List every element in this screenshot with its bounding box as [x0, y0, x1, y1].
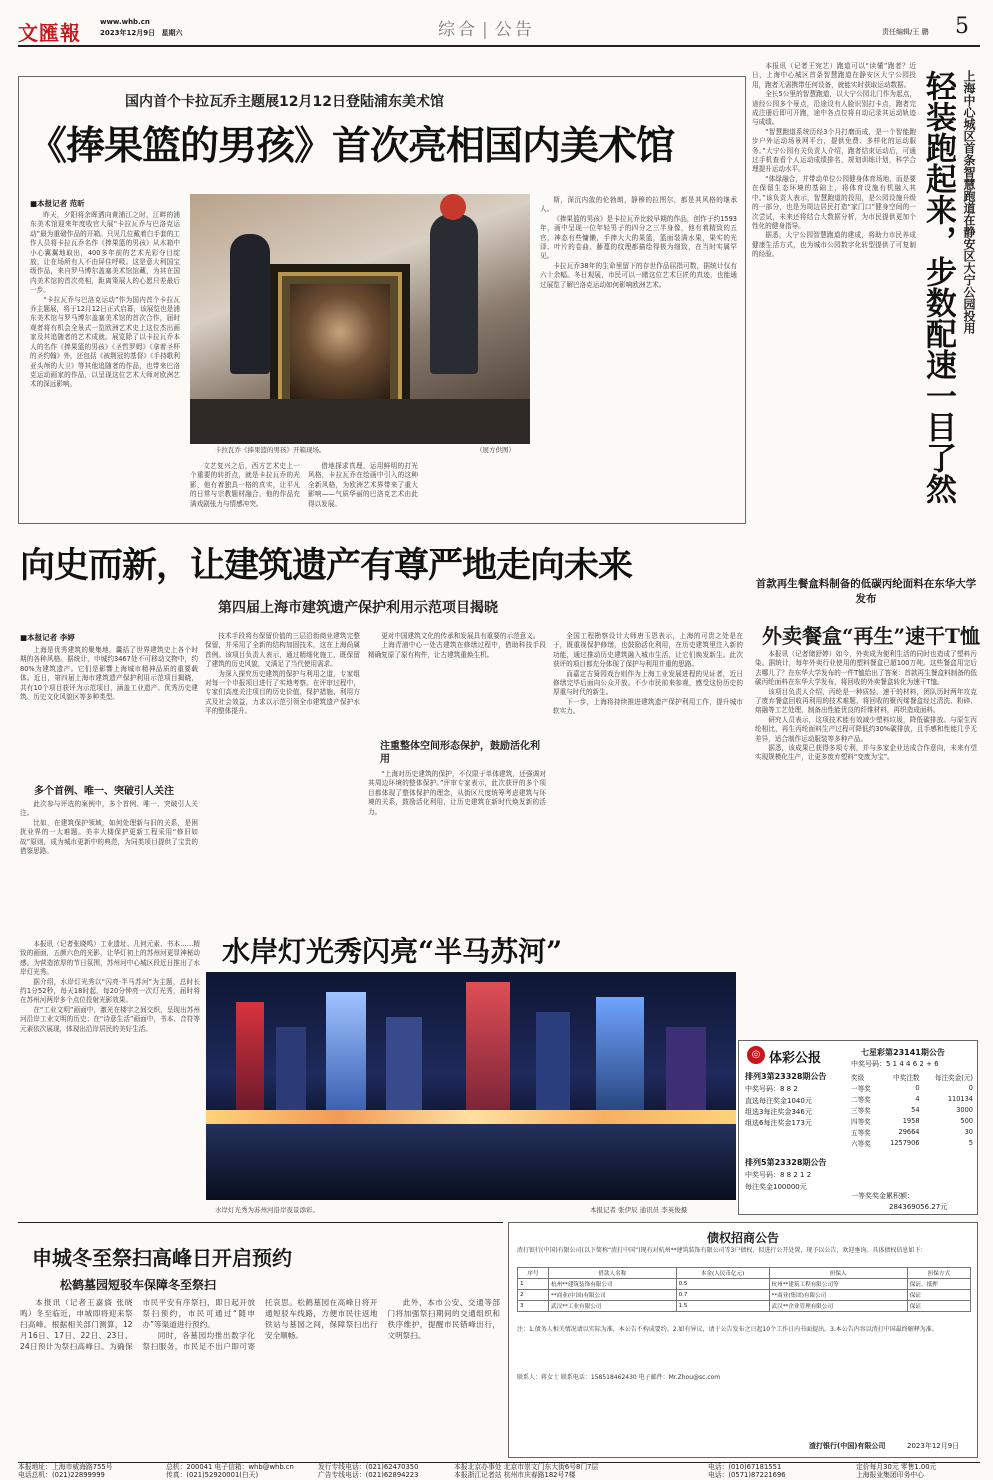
debt-header-cell: 担保方式 [907, 1268, 970, 1279]
qxc-cell: 0 [968, 1083, 973, 1092]
qxc-cell: 5 [968, 1138, 973, 1147]
page-number: 5 [955, 14, 969, 39]
art-headline: 《捧果篮的男孩》首次亮相国内美术馆 [28, 123, 675, 169]
debt-cell: 3 [518, 1301, 549, 1312]
editor-credit: 责任编辑/王 鹏 [882, 28, 929, 36]
riverside-lights [206, 1110, 736, 1124]
debt-notice [508, 1222, 978, 1458]
debt-row [518, 1301, 971, 1312]
newspaper-logo: 文匯報 [18, 21, 81, 45]
qxc-cell: 3000 [956, 1105, 973, 1114]
arch-col2 [205, 632, 360, 932]
arch-headline: 向史而新，让建筑遗产有尊严地走向未来 [20, 545, 633, 586]
tower-2 [276, 1027, 306, 1112]
art-col3 [308, 462, 418, 520]
debt-cell: 保证、抵押 [907, 1279, 970, 1290]
arch-sec1-heading: 多个首例、唯一、突破引人关注 [34, 786, 174, 797]
tomb-headline: 申城冬至祭扫高峰日开启预约 [32, 1246, 292, 1270]
debt-row [518, 1290, 971, 1301]
masthead-date [100, 28, 183, 38]
tower-1 [236, 1002, 264, 1112]
arch-col1b-p2: 比如，在建筑保护领域，如何处理新与旧的关系，是困扰业界的一大难题。美丰大楼保护更新工程采用“修旧如故”原则，成为城市更新中的典范，为同类项目提供了宝贵的借鉴思路。 [20, 818, 198, 856]
run-p1: 本报讯（记者王宛艺）跑道可以“读懂”跑者？近日，上海中心城区首条智慧跑道在静安区大宁公园投用，跑者无需携带任何设备，就能实时获取运动数据。 [752, 62, 916, 89]
tomb-body [20, 1297, 500, 1457]
tower-7 [596, 997, 644, 1112]
run-p3: “智慧跑道系统历经3个月打磨而成，是一个智能跑步户外运动场景网平台，提供免费、多样化的运动服务。”大宁公园有关负责人介绍，跑者结束运动后，可通过手机查看个人运动成绩排名，规划训练计划，科学合理提升运动水平。 [752, 127, 916, 174]
debt-cell: 杭州**建筑工程有限公司等 [769, 1279, 907, 1290]
museum-floor [190, 399, 530, 444]
footer-zhejiang-office: 本报浙江记者站 杭州市庆春路182号7楼 [454, 1471, 576, 1479]
qxc-row [849, 1082, 975, 1093]
tomb-p2: 同时，各墓园均推出数字化祭扫服务，市民足不出户即可寄托哀思。松鹤墓园在高峰日将开通短驳车线路，方便市民往返地铁站与墓园之间，保障祭扫出行安全顺畅。 [142, 1298, 378, 1351]
debt-cell: 1.5 [676, 1301, 769, 1312]
debt-cell: **商业(集团)有限公司 [769, 1290, 907, 1301]
lights-p3: 在“工业文明”画面中，激光在楼宇之间交织，呈现出苏州河沿岸工业文明的历史；在“诗意生活”画面中，书本、音符等元素依次展现，体现出沿岸居民的美好生活。 [20, 1005, 200, 1033]
qxc-numbers-label: 中奖号码： [851, 1060, 886, 1068]
art-photo-credit: （展方供图） [476, 446, 515, 454]
takeout-body [755, 650, 977, 1038]
arch-col1b [20, 800, 198, 930]
footer-email: 总机：200041 电子信箱：whb@whb.cn [166, 1463, 294, 1471]
qxc-title: 七星彩第23141期公告 [861, 1048, 945, 1057]
qxc-cell: 1958 [902, 1116, 920, 1125]
qxc-header-cell: 奖级 [851, 1073, 865, 1082]
takeout-p4: 据悉，该成果已获得多项专利，并与多家企业达成合作意向，未来有望实现规模化生产，让更多废弃塑料“变废为宝”。 [755, 744, 977, 762]
lights-credit: 本报记者 张伊辰 通讯员 李英俊摄 [590, 1206, 688, 1214]
footer-beijing-phone: 电话：(010)67181551 [708, 1463, 782, 1471]
arch-col3b [368, 770, 546, 930]
footer-price: 定价每月30元 零售1.00元 [856, 1463, 937, 1471]
section-name: 综合 [438, 20, 478, 40]
arch-col4-p2: 而嘉定古猗园戏台则作为上海工业发展进程的见证者，近日修缮完毕后面向公众开放。不少市民前来参观，感受这份历史的厚重与时代的新生。 [553, 669, 743, 697]
debt-cell: 0.5 [676, 1279, 769, 1290]
art-col4-p2: 《捧果篮的男孩》是卡拉瓦乔比较早期的作品，创作于约1593年，画中呈现一位年轻男子的四分之三半身像，他有着精致的五官，神态有些慵懒，手捧大大的果篮，篮面装满水果，果实的光泽、叶片的卷曲、藤蔓的纹理都描绘得极为细致，在当时实属罕见。 [540, 214, 737, 261]
tomb-p3: 此外，本市公安、交通等部门将加强祭扫期间的交通组织和秩序维护，提醒市民错峰出行，文明祭扫。 [387, 1298, 500, 1340]
notice-contact: 联系人：蒋女士 联系电话：158518462430 电子邮件：Mr.Zhou@sc.com [517, 1374, 721, 1381]
lottery-logo: 体彩公报 [769, 1051, 822, 1066]
footer-ads: 广告专线电话：(021)62894223 [318, 1471, 419, 1479]
arch-col4 [553, 632, 743, 932]
masthead-rule [18, 45, 980, 47]
debt-cell: 2 [518, 1290, 549, 1301]
art-col1-p1: 昨天，夕阳将余晖洒向黄浦江之时，江畔的浦东美术馆迎来年度收官大展“卡拉瓦乔与巴洛克运动”最为重磅作品的开箱。只见几位戴着白手套的工作人员将卡拉瓦乔名作《捧果篮的男孩》从木箱中小心翼翼地取出，400多年前的艺术光彩夺目绽放，让在场所有人不由屏住呼吸。这是意大利国宝级作品，来自罗马博尔盖塞美术馆馆藏，为其在国内美术馆的首次亮相，距离策展人的心愿只差最后一步。 [30, 211, 180, 295]
takeout-p1: 本报讯（记者储舒婷）如今，外卖成为便利生活的同时也造成了塑料污染。据统计，每年外卖行业使用的塑料餐盒已超100万吨。这些餐盒用完后去哪儿了？在东华大学发布的一件T恤给出了答案：首款再生餐盒料制备的低碳丙纶面料在东华大学发布，将回收的外卖餐盒转化为速干T恤。 [755, 650, 977, 687]
debt-header-cell: 序号 [518, 1268, 549, 1279]
debt-header-cell: 借款人名称 [549, 1268, 677, 1279]
run-body [752, 62, 916, 562]
qxc-cell: 4 [915, 1094, 920, 1103]
p3-numbers: 中奖号码：8 8 2 [745, 1085, 798, 1093]
footer [18, 1463, 980, 1480]
arch-col1b-p1: 此次参与评选的案例中，多个首例、唯一、突破引人关注。 [20, 800, 198, 818]
notice-intro: 渣打银行(中国)有限公司(以下简称“渣打中国”)现有对杭州**建筑装饰有限公司等3户债权，拟进行公开处置，现予以公告，欢迎垂询。具体债权信息如下： [517, 1247, 927, 1254]
qxc-cell: 30 [964, 1127, 973, 1136]
arch-col2-p2: 为深入探究历史建筑的保护与利用之道，专家组对每一个申报项目进行了实地考察。在评审过程中，专家们高度关注项目的历史价值、保护措施、利用方式及社会效益，力求以示范引领全市建筑遗产保护水平的整体提升。 [205, 669, 360, 716]
run-p5: 据悉，大宁公园智慧跑道的建成，将助力市民养成健康生活方式，也为城市公园数字化转型提供了可复制的经验。 [752, 231, 916, 259]
tower-6 [536, 1012, 570, 1112]
p3-title: 排列3第23328期公告 [745, 1072, 827, 1081]
qxc-numbers-line [851, 1059, 939, 1069]
tomb-subhead: 松鹤墓园短驳车保障冬至祭扫 [60, 1278, 217, 1292]
arch-col1 [20, 646, 198, 776]
qxc-row [849, 1115, 975, 1126]
arch-col2-p1: 技术手段将有保留价值的三层沿街商业建筑完整保留，并采用了全新的结构加固技术，这在上海尚属首例。该项目负责人表示，通过精细化施工，既保留了建筑的历史风貌，又满足了当代使用需求。 [205, 632, 360, 669]
qxc-cell: 二等奖 [851, 1095, 871, 1104]
qxc-cell: 500 [960, 1116, 973, 1125]
debt-cell: 保证 [907, 1290, 970, 1301]
qxc-cell: 110134 [947, 1094, 973, 1103]
art-col4-p3: 卡拉瓦乔38年的生命里留下的存世作品屈指可数，据统计仅有六十余幅。冬日观展，市民可以一睹这位艺术巨匠的真迹，也能通过展览了解巴洛克运动如何影响欧洲艺术。 [540, 261, 737, 289]
run-p2: 全长5公里的智慧跑道，以大宁公园北门作为起点，途经公园多个景点，沿途设有人脸识别打卡点，跑者完成注册后即可开跑，途中各点位将自动记录其运动轨迹与成绩。 [752, 90, 916, 127]
art-photo [190, 194, 530, 444]
debt-table [517, 1267, 971, 1312]
qxc-table [849, 1071, 975, 1148]
lights-body [20, 940, 200, 1220]
arch-sec2-heading: 注重整体空间形态保护，鼓励活化利用 [380, 741, 540, 765]
debt-cell: 武汉**企业管理有限公司 [769, 1301, 907, 1312]
section-name-2: 公告 [494, 20, 535, 40]
arch-col1-p1: 上海是优秀建筑的聚集地，囊括了世界建筑史上各个时期的各种风格。据统计，申城约3467处不可移动文物中，约80%为建筑遗产。它们是影響上海城市精神品质的重要载体。近日，第四届上海市建筑遗产保护利用示范项目揭晓，共有10个项目获评为示范项目，涵盖工业遗产、优秀历史建筑、历史文化风貌区等多种类型。 [20, 646, 198, 702]
takeout-p3: 研究人员表示，这项技术能有效减少塑料垃圾，降低碳排放。与原生丙纶相比，再生丙纶面料生产过程可降低约30%碳排放，且手感和性能几乎无差异，适合制作运动服装等多种产品。 [755, 715, 977, 743]
notice-title: 债权招商公告 [706, 1231, 779, 1245]
painting-canvas [290, 284, 390, 404]
qxc-cell: 五等奖 [851, 1128, 871, 1137]
run-subhead: 上海中心城区首条智慧跑道在静安区大宁公园投用 [962, 70, 976, 334]
qxc-cell: 0 [915, 1083, 920, 1092]
qxc-cell: 29664 [898, 1127, 920, 1136]
qxc-cell: 六等奖 [851, 1139, 871, 1148]
p3-line-2: 组选3每注奖金346元 [745, 1108, 812, 1116]
art-col2 [190, 462, 300, 520]
p5-line: 每注奖金100000元 [745, 1183, 807, 1191]
tower-8 [666, 1027, 706, 1112]
lights-p1: 本报讯（记者张晓鸣）工业遗址、几何元素、书本……精致的画面，五颜六色的光影，让华灯初上的苏州河更显神秘动感。为营造浓厚的节日氛围，苏州河中心城区段近日推出了水岸灯光秀。 [20, 940, 200, 977]
debt-cell: 杭州**建筑装饰有限公司 [549, 1279, 677, 1290]
debt-cell: 武汉**工业有限公司 [549, 1301, 677, 1312]
footer-address: 本报地址：上海市威海路755号 [18, 1463, 113, 1471]
art-col3-p1: 借地探求真理，运用鲜明的打光风格，卡拉瓦乔在绘画中引入的这种全新风格，为欧洲艺术界带来了重大影响——气质华丽的巴洛克艺术由此得以发展。 [308, 462, 418, 508]
issue-weekday: 星期六 [161, 29, 183, 37]
art-col4-p1: 斯，深沉内敛的伦勃朗，静穆的拉图尔，都是其风格的继承人。 [540, 196, 737, 214]
worker-head [440, 194, 466, 220]
qxc-row [849, 1093, 975, 1104]
lights-p2: 据介绍，水岸灯光秀以“闪亮·半马苏河”为主题，总时长约1分52秒，每天18时起，每20分钟亮一次灯光秀，届时将在苏州河两岸多个点位投射光影效果。 [20, 977, 200, 1005]
debt-cell: 保证 [907, 1301, 970, 1312]
debt-cell: 0.7 [676, 1290, 769, 1301]
arch-col3-p1: 更对中国建筑文化的传承和发展具有重要的示范意义。 [381, 632, 540, 640]
qxc-numbers: 5 1 4 4 6 2 + 6 [886, 1060, 939, 1068]
tower-3 [326, 992, 366, 1112]
debt-cell: 1 [518, 1279, 549, 1290]
takeout-p2: 该项目负责人介绍，丙纶是一种质轻、速干的材料，团队历时两年攻克了废弃餐盒回收再利用的技术难题，将回收的聚丙烯餐盒经过清洗、粉碎、熔融等工艺处理，制备出性能优良的纤维材料，再织造成面料。 [755, 687, 977, 715]
run-headline: 轻装跑起来，步数配速一目了然 [920, 70, 956, 504]
debt-row [518, 1279, 971, 1290]
worker-left [230, 234, 270, 374]
masthead [0, 0, 993, 46]
lottery-box [738, 1040, 978, 1215]
arch-col4-p1: 全国工程勘察设计大师唐玉恩表示，上海的可贵之处是在于，既重视保护修缮，也鼓励活化利用，在历史建筑里注入新的功能，通过推动历史建筑融入城市生活，让它们焕发新生。此次获评的项目都充分体现了保护与利用并重的思路。 [553, 632, 743, 669]
qxc-row [849, 1126, 975, 1137]
run-p4: “体绿融合，并带动单位公园健身体育场地，而是要在保留生态环境的基础上，将体育设施有机融入其中。”该负责人表示，智慧跑道的投用，是公园设施升级的一部分，也是为周边居民打造“家门口”健身空间的一次尝试，未来还将结合大数据分析，为市民提供更加个性化的健身指导。 [752, 174, 916, 230]
lower-divider [18, 1222, 503, 1223]
tower-5 [466, 982, 510, 1112]
debt-cell: **商业(中国)有限公司 [549, 1290, 677, 1301]
arch-byline: ■本报记者 李婷 [20, 633, 75, 642]
lights-caption: 水岸灯光秀为苏州河沿岸夜景添彩。 [215, 1206, 319, 1214]
qxc-cell: 三等奖 [851, 1106, 871, 1115]
p5-title: 排列5第23328期公告 [745, 1158, 827, 1167]
qxc-header-row [849, 1071, 975, 1082]
art-col4 [540, 196, 737, 518]
qxc-header-cell: 中奖注数 [893, 1073, 920, 1082]
art-byline: ■本报记者 范昕 [30, 199, 85, 208]
tomb-p1: 本报讯（记者王嘉旖 张晓鸣）冬至临近，申城即将迎来祭扫高峰。根据相关部门测算，12月16日、17日、22日、23日、24日预计为祭扫高峰日。为确保市民平安有序祭扫，即日起开放祭扫预约，市民可通过“随申办”等渠道进行预约。 [20, 1298, 255, 1351]
art-photo-caption: 卡拉瓦乔《捧果篮的男孩》开箱现场。 [215, 446, 326, 454]
section-label: 综合 | 公告 [438, 20, 535, 40]
arch-col3 [368, 632, 546, 740]
qxc-cell: 四等奖 [851, 1117, 871, 1126]
qxc-pool-label: 一等奖奖金累积额： [851, 1192, 914, 1200]
qxc-header-cell: 每注奖金(元) [934, 1073, 973, 1082]
notice-footer-date: 2023年12月9日 [907, 1442, 960, 1450]
art-col1 [30, 211, 180, 516]
footer-printer: 上海报业集团印务中心 [856, 1471, 924, 1479]
qxc-cell: 一等奖 [851, 1084, 871, 1093]
arch-col4-p3: 下一步，上海将持续推进建筑遗产保护利用工作，提升城市软实力。 [553, 697, 743, 716]
p5-numbers: 中奖号码：8 8 2 1 2 [745, 1171, 812, 1179]
footer-fax: 传真：(021)52920001(白天) [166, 1471, 259, 1479]
river-reflection [206, 1124, 736, 1200]
footer-beijing-office: 本报北京办事处 北京市崇文门东大街6号8门7层 [454, 1463, 599, 1471]
lights-headline: 水岸灯光秀闪亮“半马苏河” [222, 935, 563, 968]
notice-notes: 注：1.债务人相关情况请以实际为准，本公告不构成要约。2.如有异议，请于公告发布之日起10个工作日内书面提出。3.本公告内容以渣打中国最终解释为准。 [517, 1326, 938, 1333]
takeout-kicker: 首款再生餐盒料制备的低碳丙纶面料在东华大学发布 [755, 578, 977, 605]
p3-line-1: 直选每注奖金1040元 [745, 1097, 812, 1105]
qxc-cell: 1257906 [890, 1138, 920, 1147]
tower-4 [386, 1017, 422, 1112]
takeout-headline: 外卖餐盒“再生”速干T恤 [762, 624, 980, 648]
qxc-pool: 284369056.27元 [889, 1203, 948, 1211]
debt-header-cell: 本金(人民币亿元) [676, 1268, 769, 1279]
masthead-url: www.whb.cn [100, 18, 150, 26]
arch-col3-p2: 上海青浦中心一处古建筑在修缮过程中，借助科技手段精确复原了原有构件，让古建筑重焕生机。 [368, 641, 546, 659]
issue-date: 2023年12月9日 [100, 29, 156, 37]
debt-header-cell: 担保人 [769, 1268, 907, 1279]
footer-distribution: 发行专线电话：(021)62470350 [318, 1463, 419, 1471]
p3-line-3: 组选6每注奖金173元 [745, 1119, 812, 1127]
lottery-logo-icon: ◎ [747, 1046, 765, 1064]
lights-photo [206, 972, 736, 1200]
debt-header-row [518, 1268, 971, 1279]
art-kicker: 国内首个卡拉瓦乔主题展12月12日登陆浦东美术馆 [125, 94, 444, 110]
qxc-row [849, 1104, 975, 1115]
footer-switchboard: 电话总机：(021)22899999 [18, 1471, 105, 1479]
art-col1-p2: “卡拉瓦乔与巴洛克运动”作为国内首个卡拉瓦乔主题展，将于12月12日正式启幕，该展览也是浦东美术馆与罗马博尔盖塞美术馆的首次合作，届时观者将有机会全景式一览欧洲艺术史上这位杰出画家及其追随者的艺术成就。展览除了以卡拉瓦乔本人的名作《捧果篮的男孩》《圣哲罗姆》《拿着圣杯的圣约翰》外，还包括《被荆冠的基督》《手持歌利亚头颅的大卫》等其他追随者的作品，也带来巴洛克运动画家的作品，以呈现这位艺术大师对欧洲艺术的深远影响。 [30, 295, 180, 389]
arch-subhead: 第四届上海市建筑遗产保护利用示范项目揭晓 [218, 600, 498, 616]
worker-right [430, 214, 478, 374]
art-col2-p1: 文艺复兴之后，西方艺术史上一个重要的转折点，就是卡拉瓦乔的光影，他有着独具一格的真实，让平凡的日常与宗教题材融合，他的作品充满戏剧张力与情感冲突。 [190, 462, 300, 508]
qxc-row [849, 1137, 975, 1148]
footer-zhejiang-phone: 电话：(0571)87221696 [708, 1471, 786, 1479]
arch-col3b-p1: “上海对历史建筑的保护，不仅限于单体建筑，还强调对其周边环境的整体保护。”评审专家表示，此次获评的多个项目都体现了整体保护的理念，从街区尺度统筹考虑建筑与环境的关系，鼓励活化利用，让历史建筑在新时代焕发新的活力。 [368, 770, 546, 816]
qxc-cell: 54 [911, 1105, 920, 1114]
notice-footer-bank: 渣打银行(中国)有限公司 [809, 1442, 886, 1450]
